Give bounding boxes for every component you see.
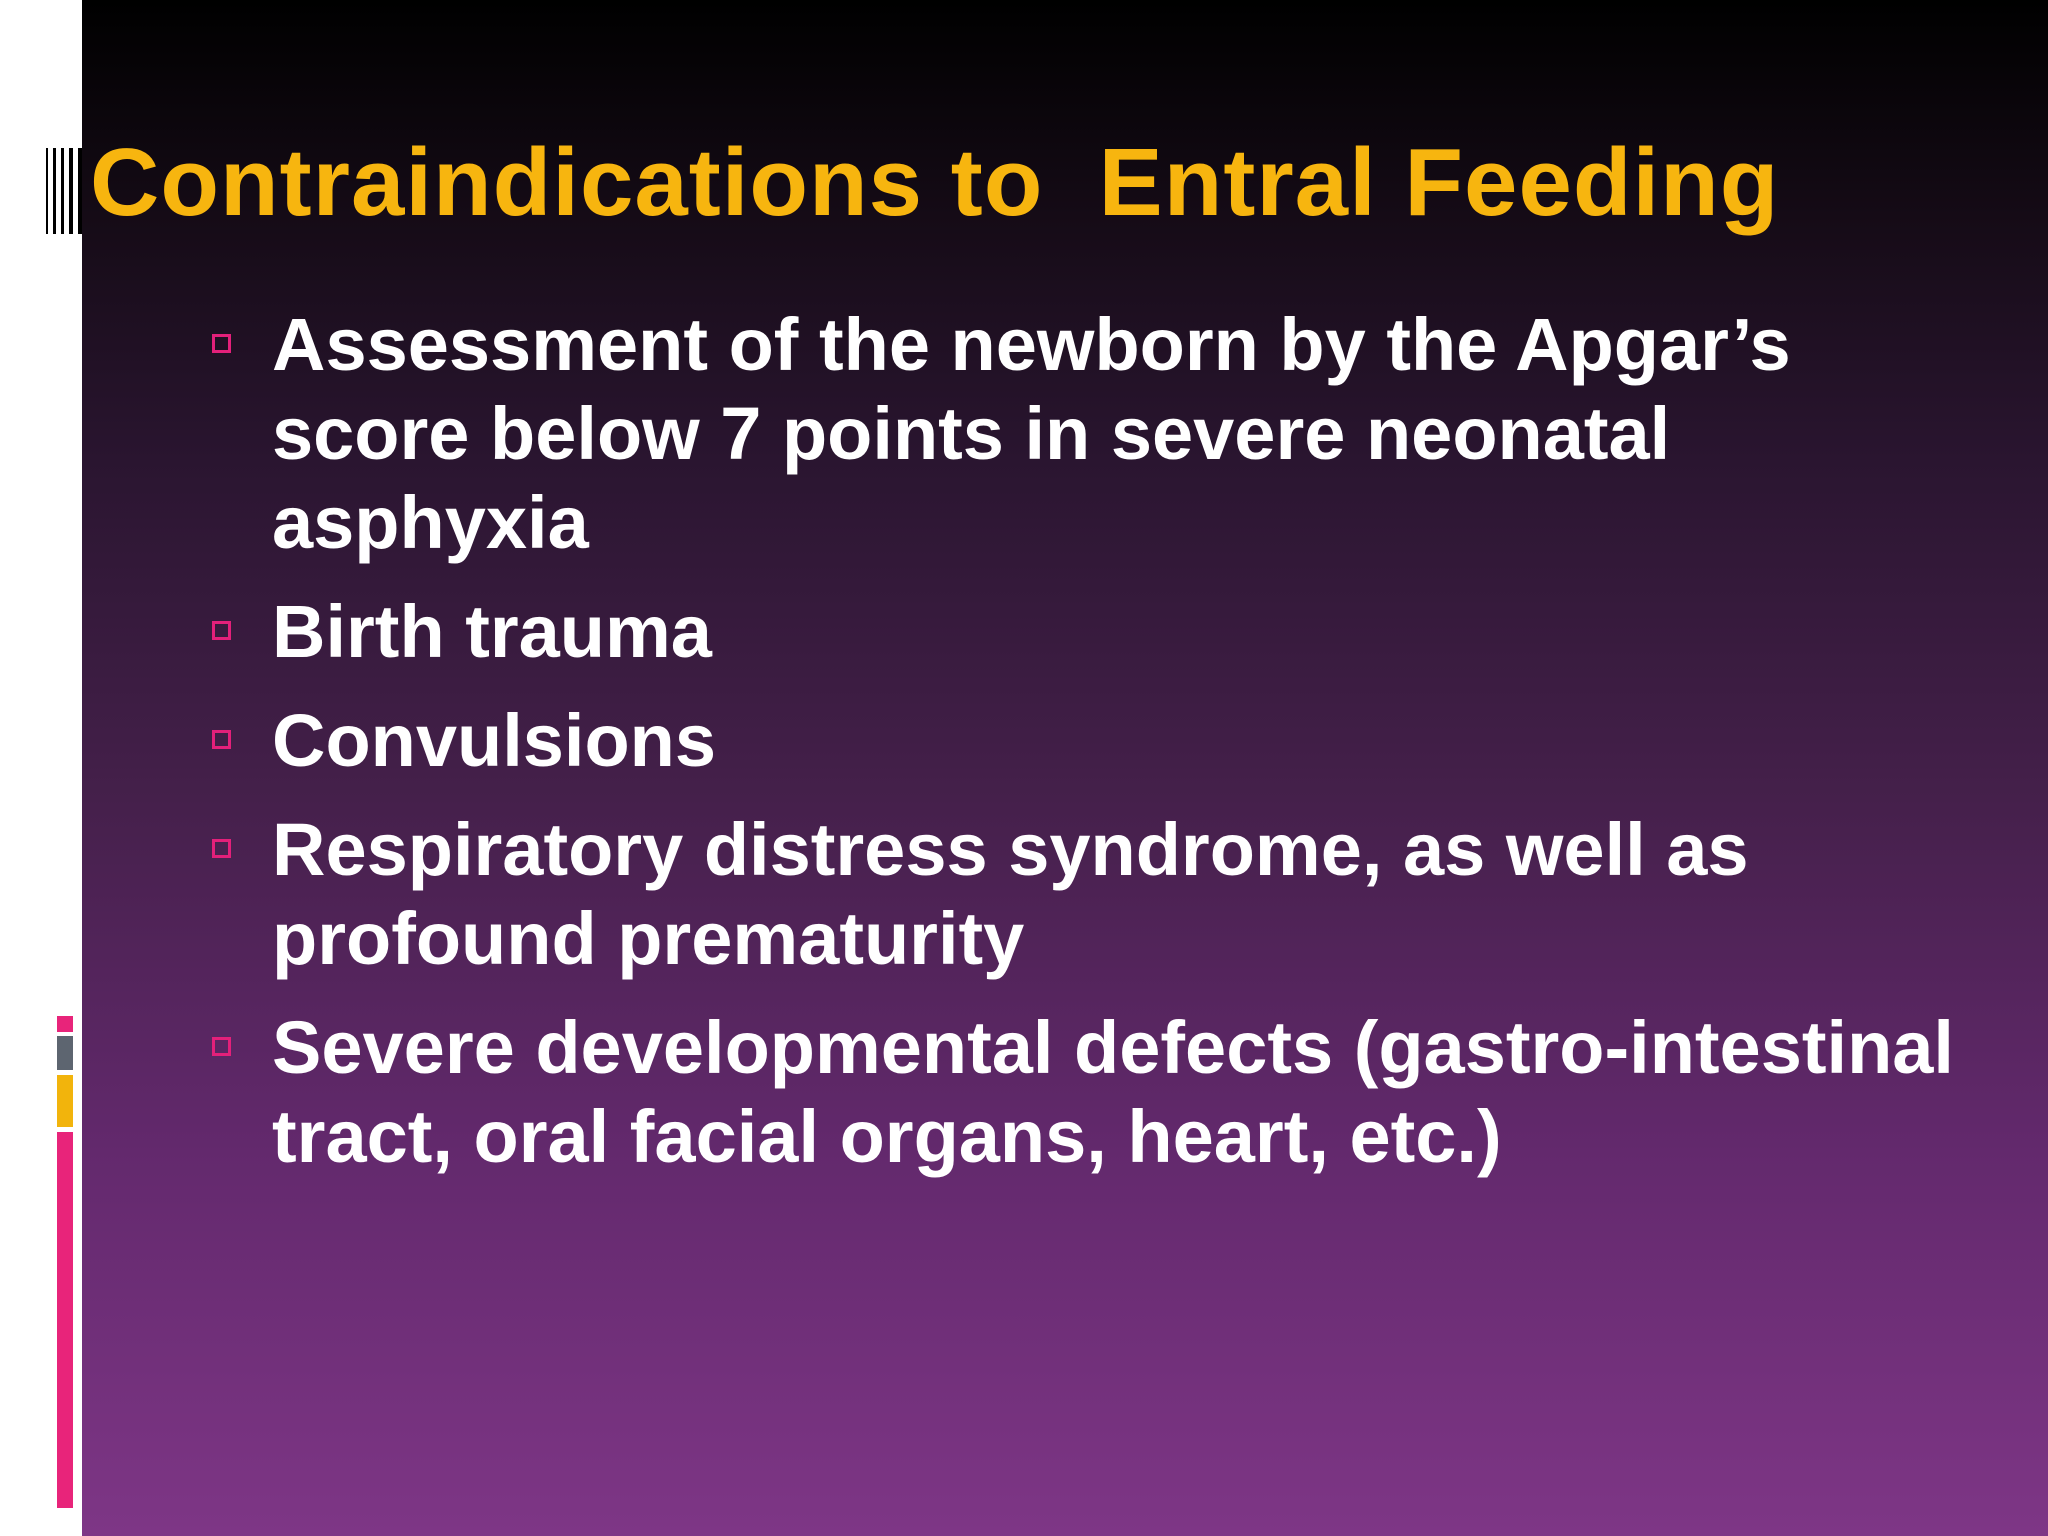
bullet-text: Respiratory distress syndrome, as well as profound prematurity <box>272 808 1749 980</box>
corner-stripe-ornament <box>46 148 82 234</box>
bullet-text: Birth trauma <box>272 590 712 673</box>
slide-title: Contraindications to Entral Feeding <box>90 129 1780 236</box>
bullet-item <box>212 300 2002 567</box>
bullet-item <box>212 696 2002 785</box>
bullet-item <box>212 1003 2002 1181</box>
bullet-text: Severe developmental defects (gastro-intestinal tract, oral facial organs, heart, etc.) <box>272 1006 1954 1178</box>
bullet-item <box>212 587 2002 676</box>
square-bullet-icon <box>212 334 231 353</box>
accent-bar-pink-top <box>57 1016 73 1032</box>
bullet-text: Assessment of the newborn by the Apgar’s score below 7 points in severe neonatal asphyxia <box>272 303 1791 564</box>
accent-bar-gray <box>57 1036 73 1070</box>
bullet-text: Convulsions <box>272 699 717 782</box>
bullet-list <box>212 300 2002 1201</box>
accent-bar-pink-long <box>57 1132 73 1508</box>
square-bullet-icon <box>212 1037 231 1056</box>
accent-bar-gold <box>57 1075 73 1127</box>
square-bullet-icon <box>212 839 231 858</box>
square-bullet-icon <box>212 730 231 749</box>
bullet-item <box>212 805 2002 983</box>
square-bullet-icon <box>212 621 231 640</box>
